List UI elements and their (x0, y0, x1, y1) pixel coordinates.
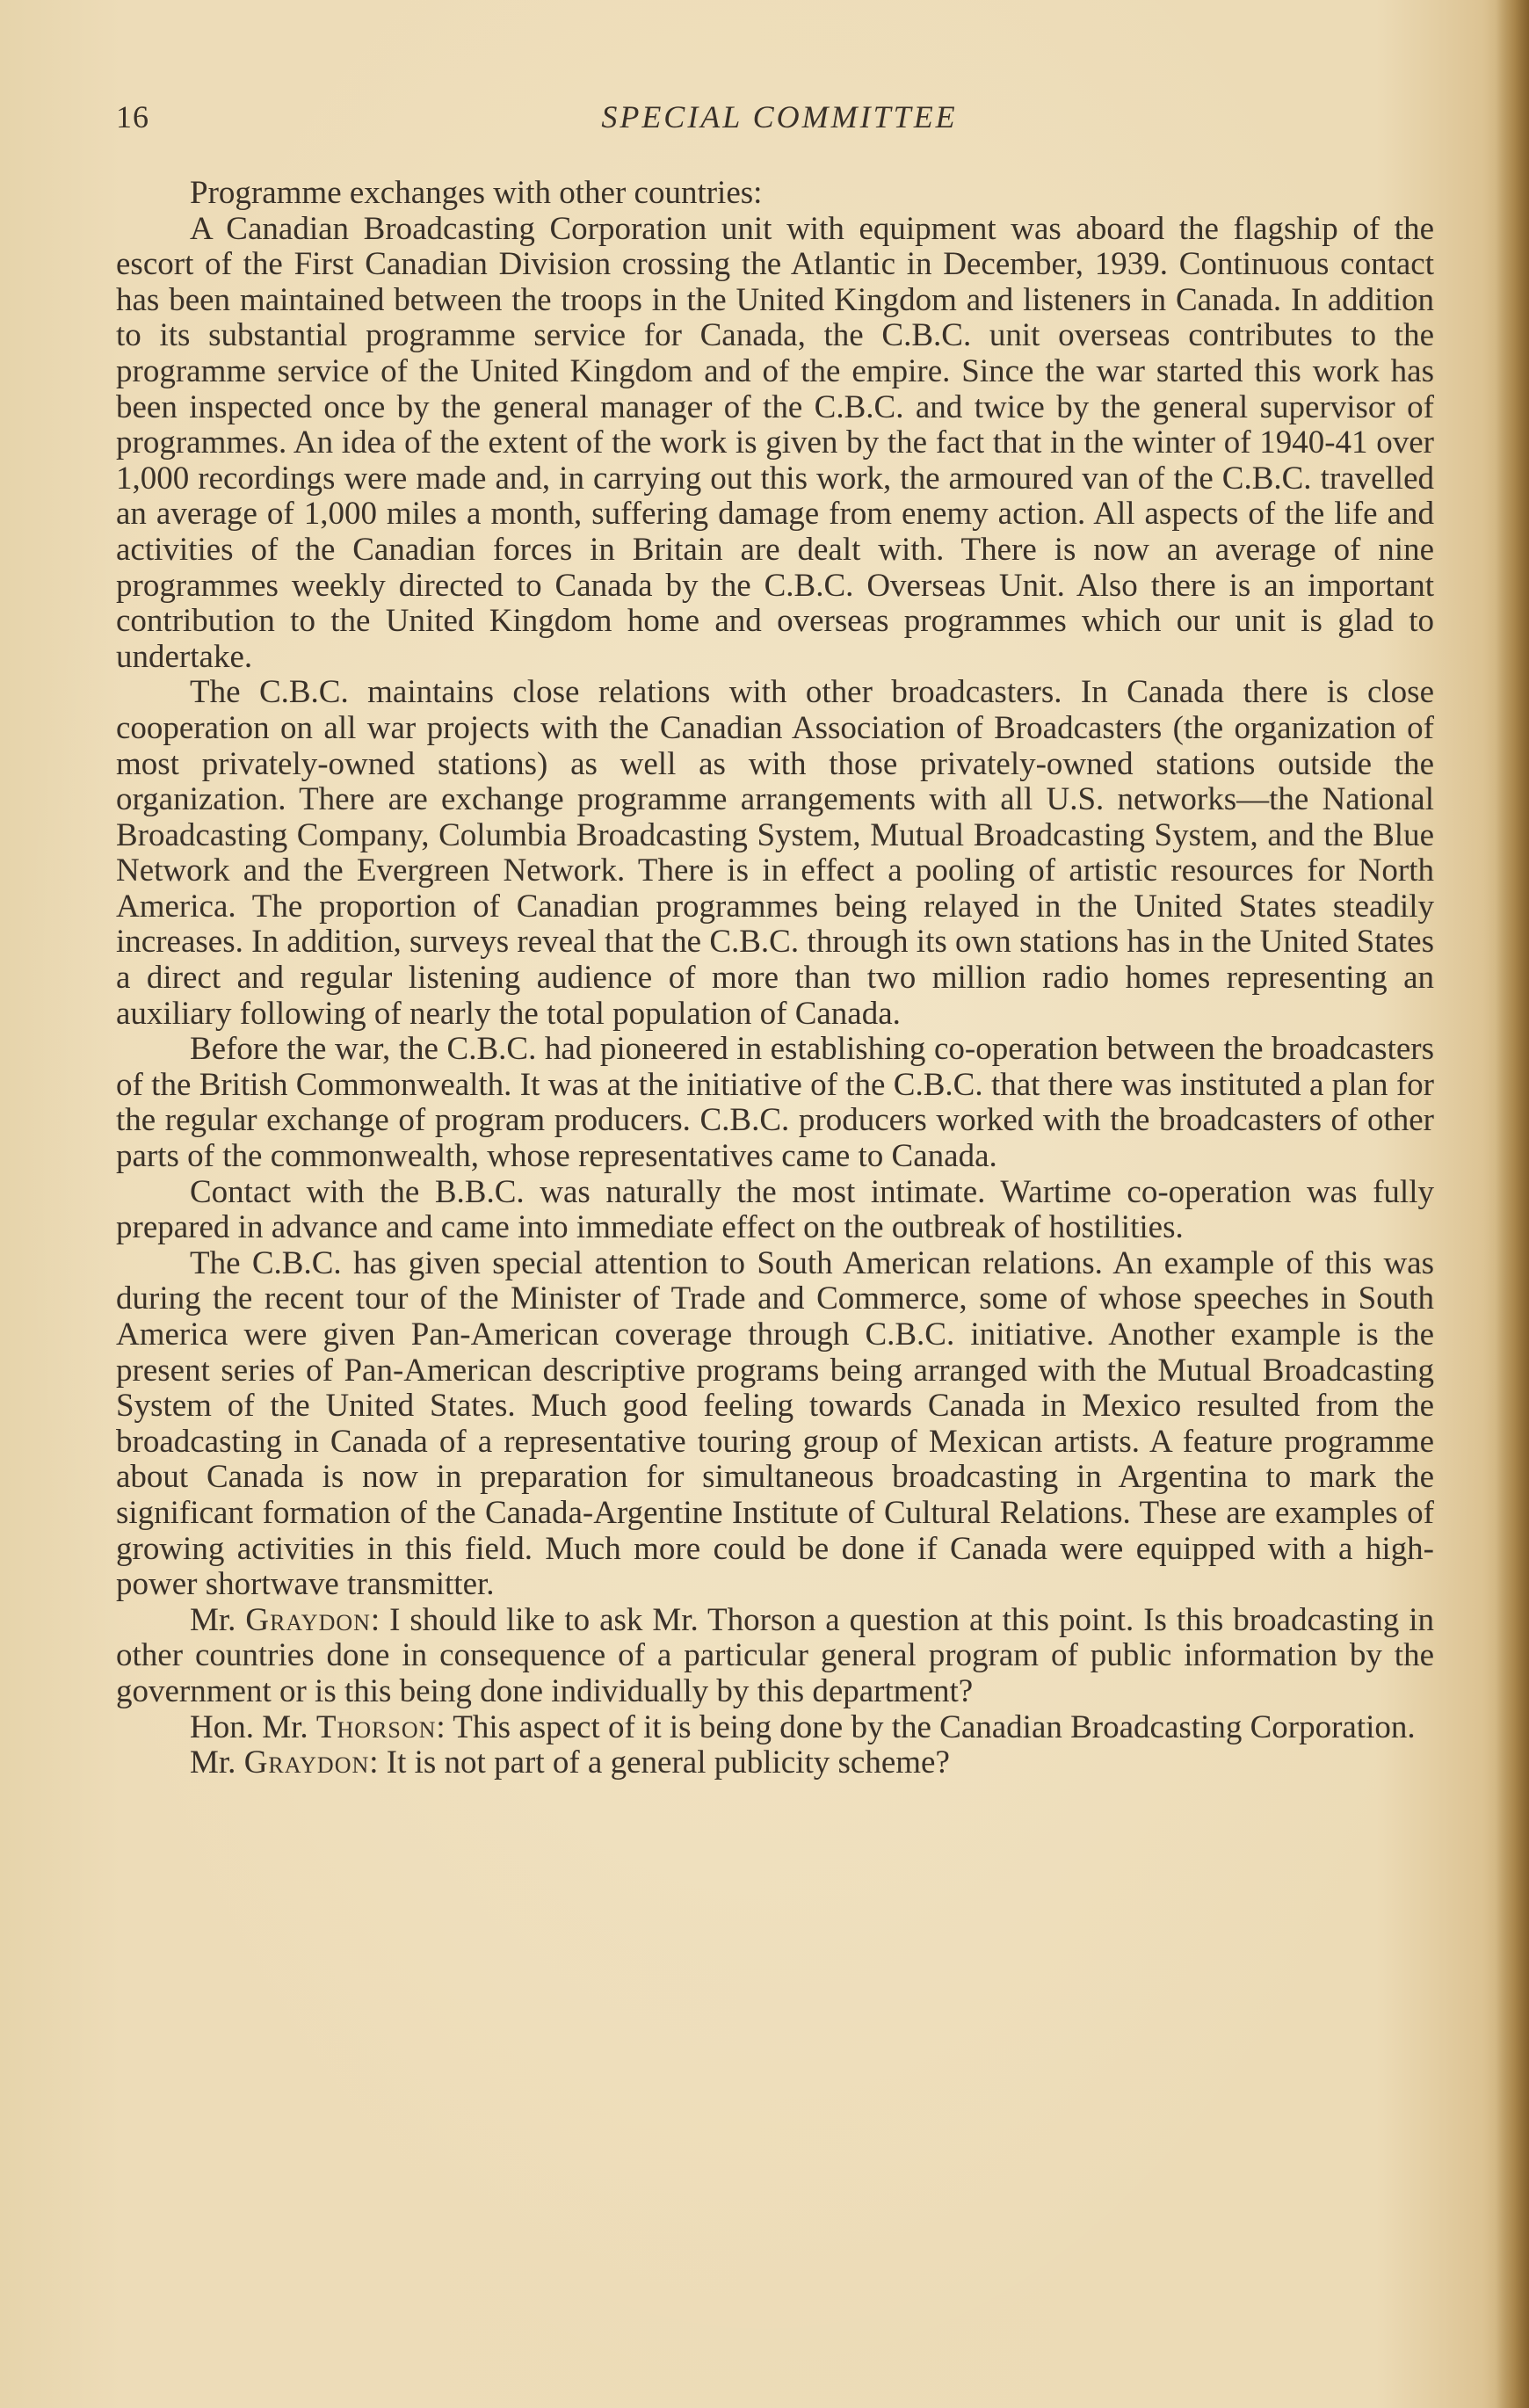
paragraph: The C.B.C. maintains close relations with other broadcasters. In Canada there is close cooperation on all war projects with the Canadian Association of Broadcasters (the organization of most privately-owned stations) as well as with those privately-owned stations outside the organization. There are exchange programme arrangements with all U.S. networks—the National Broadcasting Company, Columbia Broadcasting System, Mutual Broadcasting System, and the Blue Network and the Evergreen Network. There is in effect a pooling of artistic resources for North America. The proportion of Canadian programmes being relayed in the United States steadily increases. In addition, surveys reveal that the C.B.C. through its own stations has in the United States a direct and regular listening audience of more than two million radio homes representing an auxiliary following of nearly the total population of Canada. (116, 674, 1434, 1032)
paragraph-heading: Programme exchanges with other countries: (190, 175, 763, 211)
paragraph: Contact with the B.B.C. was naturally the most intimate. Wartime co-operation was fully prepared in advance and came into immediate effect on the outbreak of hostilities. (116, 1173, 1434, 1246)
speaker-prefix: Mr. (190, 1744, 244, 1781)
body-text (116, 176, 1434, 1781)
section-title: SPECIAL COMMITTEE (601, 99, 958, 134)
speech-text: : This aspect of it is being done by the Canadian Broadcasting Corporation. (436, 1708, 1416, 1745)
running-head (116, 98, 1443, 141)
speaker-name: Thorson (315, 1708, 437, 1745)
speech-paragraph (116, 1745, 1434, 1781)
speaker-name: Graydon (245, 1601, 371, 1638)
speech-paragraph (116, 1603, 1434, 1710)
speech-paragraph (116, 1710, 1434, 1746)
page-number: 16 (116, 99, 149, 134)
page-edge-shadow (1496, 0, 1529, 2408)
speech-text: : It is not part of a general publicity scheme? (369, 1744, 950, 1781)
speaker-prefix: Mr. (190, 1601, 246, 1638)
speaker-prefix: Hon. Mr. (190, 1708, 316, 1745)
paragraph: A Canadian Broadcasting Corporation unit with equipment was aboard the flagship of the escort of the First Canadian Division crossing the Atlantic in December, 1939. Continuous contact has been maintained between the troops in the United Kingdom and listeners in Canada. In addition to its substantial programme service for Canada, the C.B.C. unit overseas contributes to the programme service of the United Kingdom and of the empire. Since the war started this work has been inspected once by the general manager of the C.B.C. and twice by the general supervisor of programmes. An idea of the extent of the work is given by the fact that in the winter of 1940-41 over 1,000 recordings were made and, in carrying out this work, the armoured van of the C.B.C. travelled an average of 1,000 miles a month, suffering damage from enemy action. All aspects of the life and activities of the Canadian forces in Britain are dealt with. There is now an average of nine programmes weekly directed to Canada by the C.B.C. Overseas Unit. Also there is an important contribution to the United Kingdom home and overseas programmes which our unit is glad to undertake. (116, 210, 1434, 675)
speaker-name: Graydon (243, 1744, 370, 1781)
speech-text: : I should like to ask Mr. Thorson a question at this point. Is this broadcasting in other countries done in consequence of a particular general program of public information by the government or is this being done individually by this department? (116, 1601, 1434, 1709)
paragraph: Before the war, the C.B.C. had pioneered in establishing co-operation between the broadcasters of the British Commonwealth. It was at the initiative of the C.B.C. that there was instituted a plan for the regular exchange of program producers. C.B.C. producers worked with the broadcasters of other parts of the commonwealth, whose representatives came to Canada. (116, 1031, 1434, 1175)
paragraph: The C.B.C. has given special attention to South American relations. An example of this was during the recent tour of the Minister of Trade and Commerce, some of whose speeches in South America were given Pan-American coverage through C.B.C. initiative. Another example is the present series of Pan-American descriptive programs being arranged with the Mutual Broadcasting System of the United States. Much good feeling towards Canada in Mexico resulted from the broadcasting in Canada of a representative touring group of Mexican artists. A feature programme about Canada is now in preparation for simultaneous broadcasting in Argentina to mark the significant formation of the Canada-Argentine Institute of Cultural Relations. These are examples of growing activities in this field. Much more could be done if Canada were equipped with a high-power shortwave transmitter. (116, 1244, 1434, 1603)
